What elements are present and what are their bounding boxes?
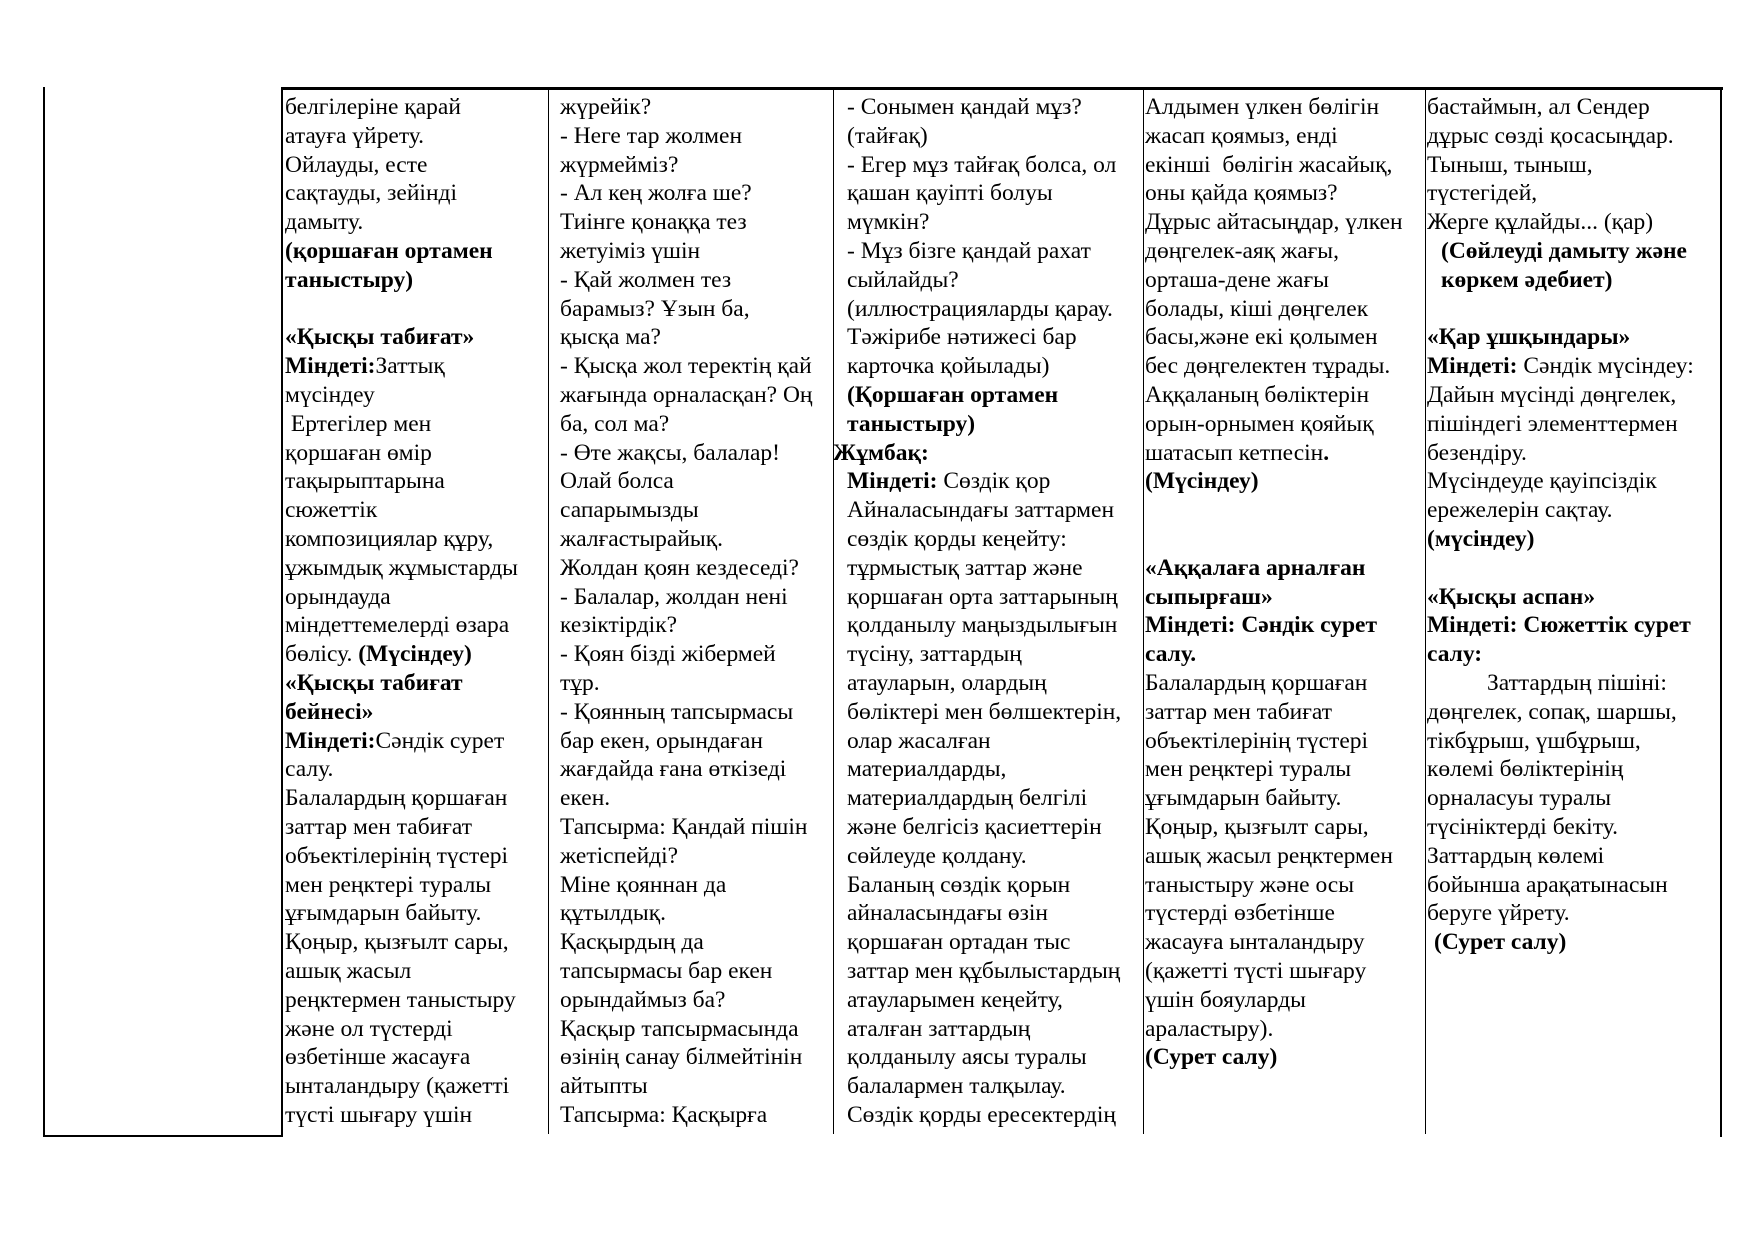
text-line: жағында орналасқан? Оң [560,381,813,408]
text-line: мүмкін? [847,209,930,236]
text-line: сапарымызды [560,497,699,524]
text-line: басы,және екі қолымен [1145,324,1378,351]
text-line: болады, кіші дөңгелек [1145,295,1369,322]
text-line: орташа-дене жағы [1145,266,1329,293]
text-line: Ертегілер мен [285,410,432,437]
text-line: Балалардың қоршаған [1145,669,1368,696]
text-line: заттар мен табиғат [285,813,472,840]
text-line: карточка қойылады) [847,353,1050,380]
bold-text: Міндеті: [285,353,376,380]
text-line: «Аққалаға арналған [1145,554,1366,581]
text: Сәндік сурет [375,727,505,754]
text: бөлісу. [285,641,359,668]
text-line: (қоршаған ортамен [285,237,493,264]
text-line [285,640,518,669]
text-line: және ол түстерді [285,1015,453,1042]
text-line [1427,554,1694,583]
text: Сәндік мүсіндеу: [1517,353,1694,380]
text-line: бөліктері мен бөлшектерін, [847,698,1122,725]
column-divider-4 [1143,87,1144,1134]
text-line: Заттардың көлемі [1427,842,1605,869]
table-top-border [281,87,1723,90]
text-line: пішіндегі элементтермен [1427,410,1678,437]
text-line: балалармен талқылау. [847,1073,1066,1100]
text-line: Дұрыс айтасыңдар, үлкен [1145,209,1403,236]
text-line: - Қай жолмен тез [560,266,732,293]
text-line [285,295,518,324]
text-line: Заттардың пішіні: [1487,669,1667,696]
text-line [1427,295,1694,324]
text-line: жасауға ынталандыру [1145,929,1365,956]
column-divider-2 [548,87,549,1134]
text-line: бойынша арақатынасын [1427,871,1668,898]
text-line: орналасуы туралы [1427,785,1612,812]
text-line: сөйлеуде қолдану. [847,842,1027,869]
text-line: түстерді өзбетінше [1145,900,1335,927]
text-line: (мүсіндеу) [1427,525,1535,552]
text-line: қолданылу аясы туралы [847,1044,1087,1071]
text-line: Айналасындағы заттармен [847,497,1115,524]
text-line: жалғастырайық. [560,525,723,552]
text-line: объектілерінің түстері [285,842,509,869]
text-line: Мүсіндеуде қауіпсіздік [1427,468,1657,495]
text-line: айтыпты [560,1073,648,1100]
text-line: - Қоян бізді жібермей [560,641,776,668]
text-line: Баланың сөздік қорын [847,871,1071,898]
text-line: Жерге құлайды... (қар) [1427,209,1654,236]
text: Сөздік қор [937,468,1051,495]
text-line: түсіну, заттардың [847,641,1022,668]
text-line: дамыту. [285,209,364,236]
text-line: қысқа ма? [560,324,661,351]
text-line: жағдайда ғана өткізеді [560,756,787,783]
text-line: Сөздік қорды ересектердің [847,1101,1116,1128]
text-line: араластыру). [1145,1015,1274,1042]
table-left-border [43,87,45,1137]
text-line: Қасқырдың да [560,929,704,956]
text-line: қоршаған орта заттарының [847,583,1118,610]
text-line: салу: [1427,641,1483,668]
text-line: Тыныш, тыныш, [1427,151,1593,178]
text-line: және белгісіз қасиеттерін [847,813,1102,840]
text-line: Тапсырма: Қасқырға [560,1101,768,1128]
text-line: Міндеті: Сюжеттік сурет [1427,612,1691,639]
text-line: мүсіндеу [285,381,375,408]
text-line: Алдымен үлкен бөлігін [1145,94,1380,120]
text-line: көркем әдебиет) [1441,266,1613,293]
bold-text: Міндеті: [847,468,938,495]
text-line: тұрмыстық заттар және [847,554,1083,581]
text-line [285,727,518,756]
text-line: сақтауды, зейінді [285,180,458,207]
column-divider-5 [1425,87,1426,1134]
text-line: материалдарды, [847,756,1007,783]
text-line: Ойлауды, есте [285,151,428,178]
text-line: объектілерінің түстері [1145,727,1369,754]
text-line: мен реңктері туралы [1145,756,1352,783]
text-line: түсініктерді бекіту. [1427,813,1618,840]
text-line: (иллюстрацияларды қарау. [847,295,1113,322]
bold-text: . [1323,439,1330,466]
text-line: атауларымен кеңейту, [847,986,1063,1013]
text-line: дөңгелек, сопақ, шаршы, [1427,698,1677,725]
text-line: Қоңыр, қызғылт сары, [285,929,509,956]
text-line: Балалардың қоршаған [285,785,508,812]
bold-text: (Мүсіндеу) [358,641,472,668]
text-line [1145,439,1403,468]
text-line: салу. [1145,641,1197,668]
text-line: безендіру. [1427,439,1527,466]
text-line: түстегідей, [1427,180,1538,207]
text-line: бес дөңгелектен тұрады. [1145,353,1391,380]
text-line: заттар мен табиғат [1145,698,1332,725]
text-line: таныстыру және осы [1145,871,1355,898]
text-line [1145,525,1403,554]
text-line: «Қысқы табиғат [285,669,463,696]
text-line: құтылдық. [560,900,666,927]
text-line: реңктермен таныстыру [285,986,516,1013]
text-line: - Өте жақсы, балалар! [560,439,780,466]
text-line: Жұмбақ: [833,439,929,466]
text-line: жүрейік? [560,94,652,120]
text-line: барамыз? Ұзын ба, [560,295,750,322]
text-line: бар екен, орындаған [560,727,763,754]
text-line: аталған заттардың [847,1015,1031,1042]
text-line: тұр. [560,669,600,696]
text-line: өзбетінше жасауға [285,1044,471,1071]
text-line: таныстыру) [285,266,414,293]
text-line: екен. [560,785,611,812]
bold-text: Міндеті: [285,727,376,754]
text-line: үшін бояуларды [1145,986,1306,1013]
text-line: Тиінге қонаққа тез [560,209,747,236]
column-divider-1 [281,87,283,1137]
text-line: ұжымдық жұмыстарды [285,554,518,581]
text-line: таныстыру) [847,410,976,437]
text-line: өзінің санау білмейтінін [560,1044,803,1071]
text-line: ережелерін сақтау. [1427,497,1613,524]
text-line: мен реңктері туралы [285,871,492,898]
text-line: - Неге тар жолмен [560,122,743,149]
text-line: заттар мен құбылыстардың [847,957,1121,984]
text-line: ұғымдарын байыту. [1145,785,1342,812]
text-line: - Егер мұз тайғақ болса, ол [847,151,1117,178]
table-cell-column-1 [285,93,518,1130]
text-line: кезіктірдік? [560,612,678,639]
text-line: тапсырмасы бар екен [560,957,773,984]
text-line: қашан қауіпті болуы [847,180,1053,207]
text-line: ашық жасыл [285,957,412,984]
text-line: қоршаған ортадан тыс [847,929,1071,956]
text-line: - Ал кең жолға ше? [560,180,752,207]
text-line: (қажетті түсті шығару [1145,957,1367,984]
text-line: оны қайда қоямыз? [1145,180,1338,207]
text-line: ашық жасыл реңктермен [1145,842,1393,869]
text-line: айналасындағы өзін [847,900,1049,927]
text-line: (Сурет салу) [1145,1044,1278,1071]
text-line: (Мүсіндеу) [1145,468,1259,495]
text-line [847,467,1121,496]
table-cell-column-2 [560,93,813,1130]
text-line: Аққаланың бөліктерін [1145,381,1370,408]
table-cell-column-5 [1427,93,1694,957]
text-line: Міне қояннан да [560,871,727,898]
text-line: сюжеттік [285,497,378,524]
text-line [285,352,518,381]
text-line: (Сөйлеуді дамыту және [1441,237,1687,264]
text-line: (Қоршаған ортамен [847,381,1059,408]
text-line: ынталандыру (қажетті [285,1073,510,1100]
text-line: тікбұрыш, үшбұрыш, [1427,727,1641,754]
text-line: жетуіміз үшін [560,237,701,264]
text-line: «Қар ұшқындары» [1427,324,1631,351]
text-line: «Қысқы табиғат» [285,324,475,351]
text-line: материалдардың белгілі [847,785,1088,812]
text-line: беруге үйрету. [1427,900,1570,927]
text-line: - Балалар, жолдан нені [560,583,788,610]
text-line: дөңгелек-аяқ жағы, [1145,237,1339,264]
text-line: Тапсырма: Қандай пішін [560,813,808,840]
text-line: (Сурет салу) [1434,929,1567,956]
text-line: композициялар құру, [285,525,494,552]
text-line: ба, сол ма? [560,410,670,437]
text-line: екінші бөлігін жасайық, [1145,151,1393,178]
text-line: сыпырғаш» [1145,583,1273,610]
text-line: Олай болса [560,468,674,495]
text-line: міндеттемелерді өзара [285,612,510,639]
text-line: салу. [285,756,334,783]
text: Заттық [375,353,445,380]
text-line: Міндеті: Сәндік сурет [1145,612,1378,639]
text-line: түсті шығару үшін [285,1101,473,1128]
table-cell-column-4 [1145,93,1403,1072]
text-line: көлемі бөліктерінің [1427,756,1624,783]
text-line: бейнесі» [285,698,374,725]
text-line: тақырыптарына [285,468,445,495]
text-line [1427,352,1694,381]
table-right-border [1720,87,1722,1137]
text-line: олар жасалған [847,727,991,754]
text-line: сыйлайды? [847,266,959,293]
text-line: орындауда [285,583,391,610]
text-line: - Қоянның тапсырмасы [560,698,794,725]
text-line: ұғымдарын байыту. [285,900,482,927]
text-line: «Қысқы аспан» [1427,583,1596,610]
text-line: Тәжірибе нәтижесі бар [847,324,1077,351]
text-line: бастаймын, ал Сендер [1427,94,1650,120]
text-line: орындаймыз ба? [560,986,726,1013]
text-line: жүрмейміз? [560,151,679,178]
text-line: Қоңыр, қызғылт сары, [1145,813,1369,840]
text-line: белгілеріне қарай [285,94,461,120]
text-line: - Қысқа жол теректің қай [560,353,812,380]
table-cell-column-3 [833,93,1122,1130]
text-line: сөздік қорды кеңейту: [847,525,1067,552]
text-line: Дайын мүсінді дөңгелек, [1427,381,1677,408]
text-line: Қасқыр тапсырмасында [560,1015,799,1042]
bold-text: Міндеті: [1427,353,1518,380]
text-line: орын-орнымен қояйық [1145,410,1374,437]
column-divider-3 [833,87,834,1134]
text-line: қолданылу маңыздылығын [847,612,1118,639]
text-line: жетіспейді? [560,842,679,869]
text: шатасып кетпесін [1145,439,1324,466]
text-line: - Мұз бізге қандай рахат [847,237,1091,264]
text-line: - Сонымен қандай мұз? [847,94,1082,120]
text-line: Жолдан қоян кездеседі? [560,554,799,581]
text-line: дұрыс сөзді қосасыңдар. [1427,122,1674,149]
text-line: атауларын, олардың [847,669,1047,696]
text-line: атауға үйрету. [285,122,425,149]
text-line: жасап қоямыз, енді [1145,122,1338,149]
table-bottom-border [43,1135,283,1137]
text-line: (тайғақ) [847,122,928,149]
text-line [1145,496,1403,525]
text-line: қоршаған өмір [285,439,432,466]
